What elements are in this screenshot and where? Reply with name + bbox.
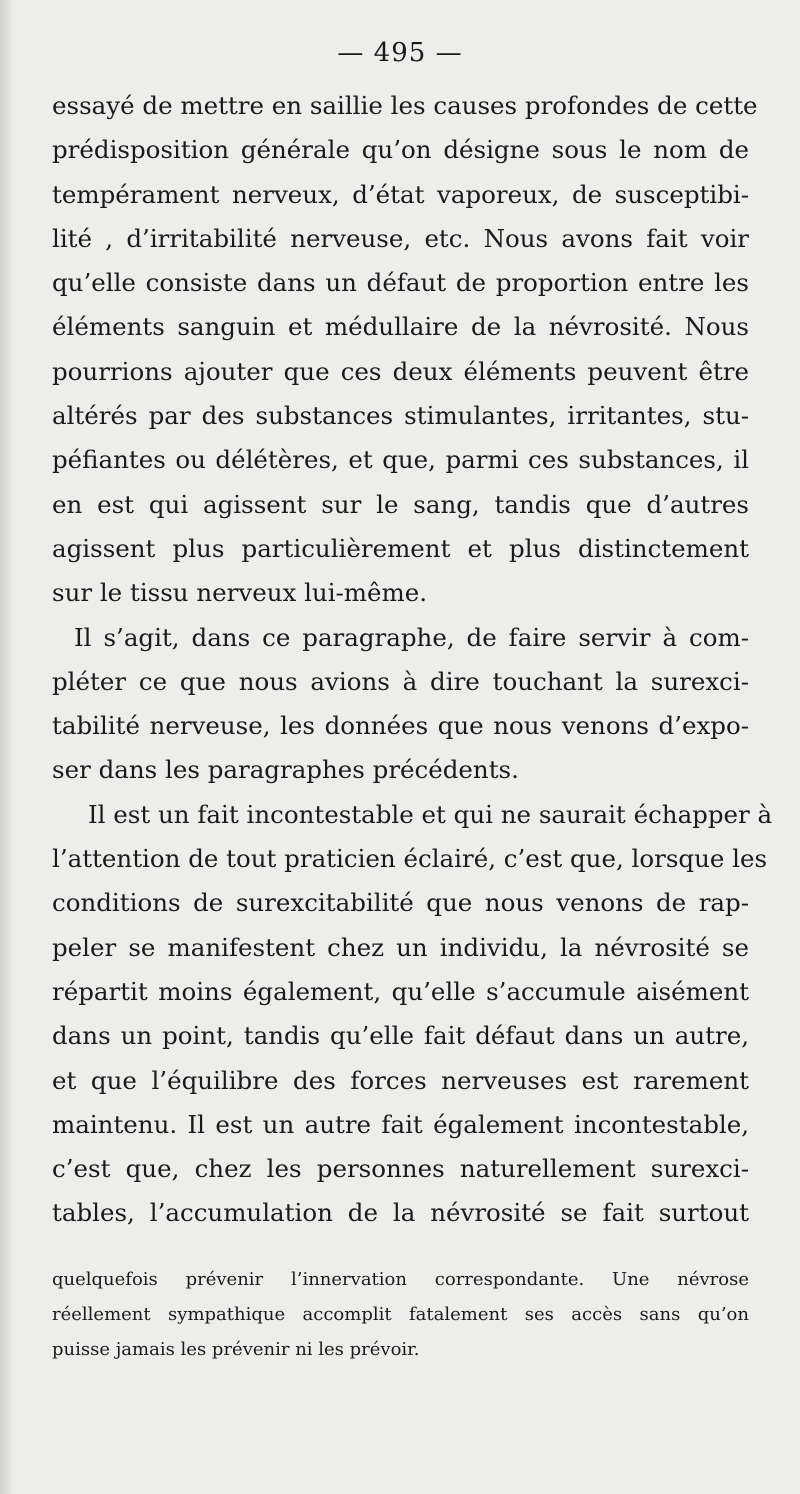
page-number: — 495 — — [337, 38, 463, 68]
text-line: conditions de surexcitabilité que nous venons de rap- — [52, 888, 749, 918]
text-line: maintenu. Il est un autre fait également incontestable, — [52, 1109, 749, 1139]
text-line: péfiantes ou délétères, et que, parmi ces substances, il — [52, 445, 749, 475]
text-line: Il s’agit, dans ce paragraphe, de faire servir à com- — [74, 622, 749, 652]
text-line: qu’elle consiste dans un défaut de proportion entre les — [52, 268, 749, 298]
text-line: essayé de mettre en saillie les causes profondes de cette — [52, 91, 758, 120]
body-text — [52, 84, 773, 1236]
footnote-line: réellement sympathique accomplit fatalement ses accès sans qu’on — [52, 1304, 749, 1325]
text-line: l’attention de tout praticien éclairé, c’est que, lorsque les — [52, 844, 768, 874]
text-line: c’est que, chez les personnes naturellement surexci- — [52, 1154, 749, 1184]
text-line: tempérament nerveux, d’état vaporeux, de susceptibi- — [52, 179, 749, 209]
text-line: sur le tissu nerveux lui-même. — [52, 578, 428, 608]
text-line: prédisposition générale qu’on désigne sous le nom de — [52, 135, 749, 165]
text-line: en est qui agissent sur le sang, tandis que d’autres — [52, 489, 749, 519]
footnote-line: quelquefois prévenir l’innervation correspondante. Une névrose — [52, 1269, 749, 1290]
footnote-line: puisse jamais les prévenir ni les prévoir. — [52, 1339, 420, 1360]
text-line: ser dans les paragraphes précédents. — [52, 755, 519, 785]
footnote — [52, 1262, 749, 1367]
paragraph — [52, 84, 758, 616]
text-line: tables, l’accumulation de la névrosité se fait surtout — [52, 1198, 749, 1228]
text-line: Il est un fait incontestable et qui ne saurait échapper à — [88, 799, 773, 829]
text-line: altérés par des substances stimulantes, irritantes, stu- — [52, 401, 749, 431]
paragraph — [52, 616, 749, 793]
text-line: éléments sanguin et médullaire de la névrosité. Nous — [52, 312, 749, 342]
text-line: pléter ce que nous avions à dire touchant la surexci- — [52, 666, 749, 696]
text-line: répartit moins également, qu’elle s’accumule aisément — [52, 976, 749, 1006]
text-line: agissent plus particulièrement et plus distinctement — [52, 533, 749, 563]
text-line: et que l’équilibre des forces nerveuses est rarement — [52, 1065, 749, 1095]
text-line: lité , d’irritabilité nerveuse, etc. Nous avons fait voir — [52, 223, 749, 253]
text-line: tabilité nerveuse, les données que nous venons d’expo- — [52, 711, 749, 741]
text-line: pourrions ajouter que ces deux éléments peuvent être — [52, 356, 749, 386]
paragraph — [52, 793, 773, 1236]
text-line: peler se manifestent chez un individu, la névrosité se — [52, 932, 749, 962]
text-line: dans un point, tandis qu’elle fait défaut dans un autre, — [52, 1021, 749, 1051]
